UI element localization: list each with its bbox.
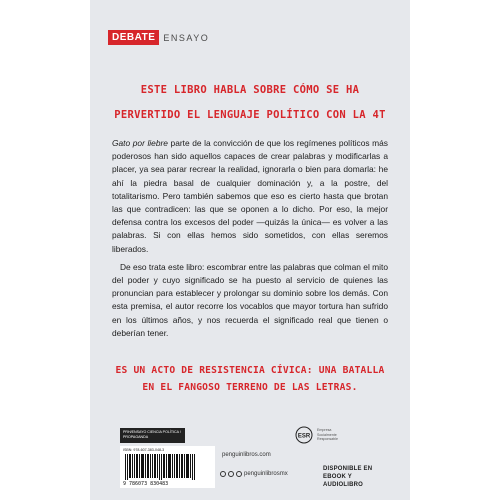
- synopsis-p1-text: parte de la convicción de que los regímenes políticos más poderosos han sido aquellos capaces de crear palabras y modificarlas a placer, ya sea parar recrear la realidad, ignorarla o bien para domarla: he ahí la piedra basal de cualquier dominación y, a la postre, del totalitarismo. Pero también sabemos que eso es cierto hasta que brotan las que contradicen: las que se oponen a lo dicho. Por eso, la mejor defensa contra los excesos del poder —quizás la única— es volver a las palabras. Si con ellas hemos sido sometidos, con ellas seremos liberados.: [112, 138, 388, 254]
- synopsis: [112, 137, 388, 340]
- facebook-icon: [220, 471, 226, 477]
- barcode-block: [120, 446, 215, 488]
- synopsis-paragraph-2: De eso trata este libro: escombrar entre las palabras que colman el mito del poder y cuyo significado se ha puesto al servicio de quienes las pronuncian para establecer y prolongar su dominio sobre los demás. Con esta premisa, el autor recorre los vocablos que mayor tortura han sufrido en los últimos años, y nos recuerda el significado real que tienen o deberían tener.: [112, 261, 388, 338]
- back-cover: [90, 0, 410, 500]
- social-handles[interactable]: [220, 471, 288, 477]
- publisher-brand: [108, 30, 209, 45]
- book-title: Gato por liebre: [112, 138, 168, 148]
- esr-logo-icon: [295, 426, 313, 444]
- barcode-icon: [123, 454, 211, 486]
- availability-note: DISPONIBLE EN EBOOK Y AUDIOLIBRO: [323, 466, 373, 488]
- classification-label: PRH/ENSAYO CIENCIA POLÍTICA / PROPAGANDA: [120, 428, 185, 443]
- synopsis-paragraph-1: [112, 137, 388, 256]
- instagram-icon: [236, 471, 242, 477]
- barcode-digits: 9 786073 830483: [123, 481, 169, 486]
- website-link[interactable]: penguinlibros.com: [222, 452, 271, 458]
- debate-logo: DEBATE: [108, 30, 159, 45]
- esr-logo-text: ESR: [297, 433, 311, 440]
- isbn-number: ISBN: 978-607-383-048-3: [123, 448, 165, 452]
- closing-statement: ES UN ACTO DE RESISTENCIA CÍVICA: UNA BATALLA EN EL FANGOSO TERRENO DE LAS LETRAS.: [115, 365, 385, 393]
- esr-label: Empresa Socialmente Responsable: [317, 428, 338, 442]
- headline: ESTE LIBRO HABLA SOBRE CÓMO SE HA PERVERTIDO EL LENGUAJE POLÍTICO CON LA 4T: [114, 84, 386, 121]
- social-handle: penguinlibrosmx: [244, 471, 288, 477]
- twitter-icon: [228, 471, 234, 477]
- esr-badge: [295, 426, 347, 444]
- collection-label: ENSAYO: [163, 32, 210, 43]
